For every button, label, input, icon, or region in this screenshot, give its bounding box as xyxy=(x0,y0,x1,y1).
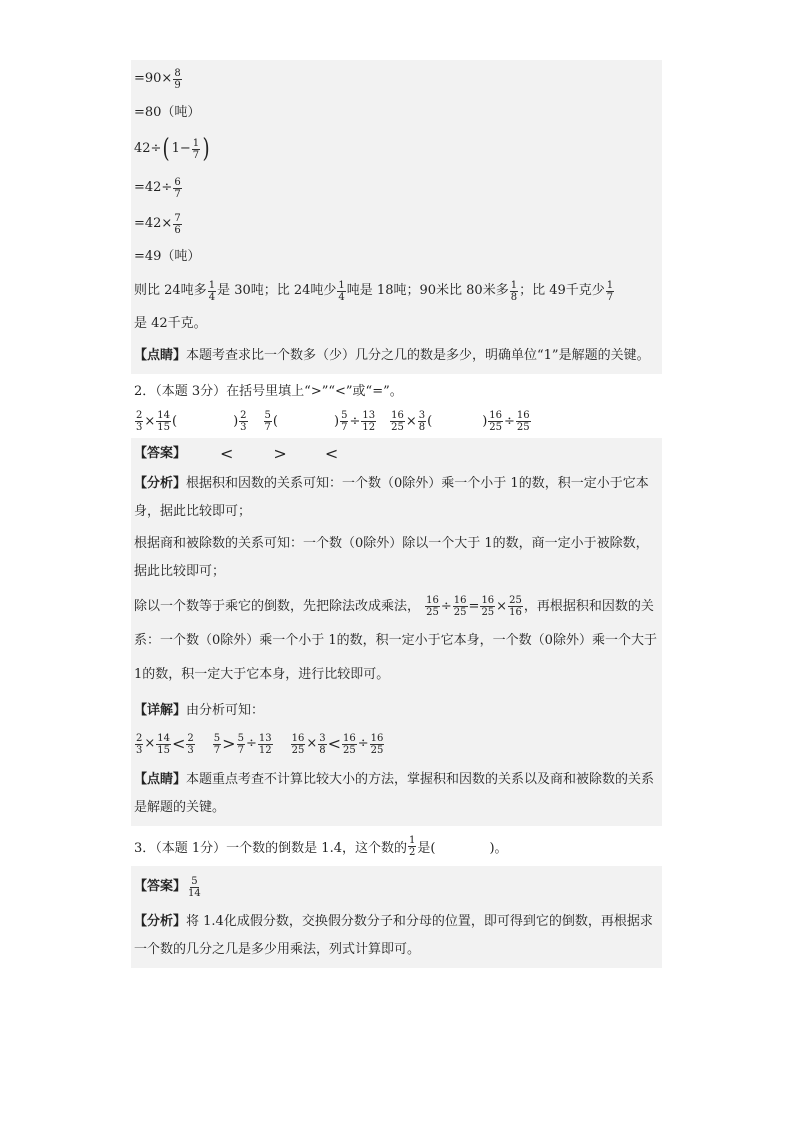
fraction xyxy=(264,410,272,433)
numerator: 14 xyxy=(157,732,171,744)
tip-paragraph xyxy=(134,338,658,374)
answer-symbol: > xyxy=(273,444,287,463)
denominator: 7 xyxy=(264,421,271,433)
analysis-paragraph: 除以一个数等于乘它的倒数，先把除法改成乘法， $\frac{16}{25}$ ÷ $\frac{16}{25}$ = $\frac{16}{25}$ × $\frac{25}{16}$ ，再根据积和因数的关系：一个数（0除外）乘一个小于 1的数，积一定小于它本身，一个数（0除外）乘一个大于 1的数，积一定大于它本身，进行比较即可。 xyxy=(134,595,657,682)
analysis-paragraph xyxy=(134,470,658,530)
tip-label: 【点睛】 xyxy=(134,772,187,787)
analysis-text: 根据商和被除数的关系可知：一个数（0除外）除以一个大于 1的数，商一定小于被除数，据此比较即可； xyxy=(134,536,649,579)
answer-label: 【答案】 xyxy=(134,879,187,894)
analysis-paragraph xyxy=(134,530,658,590)
summary-text: ；比 49千克少 xyxy=(519,283,605,298)
calc-text: 1− xyxy=(171,141,191,156)
calc-line xyxy=(134,242,658,272)
analysis-text: ，再根据积和因数的关系：一个数（0除外）乘一个小于 1的数，积一定小于它本身，一个数（0除外）乘一个大于 1的数，积一定大于它本身，进行比较即可。 xyxy=(134,599,657,682)
numerator: 2 xyxy=(136,409,143,421)
fraction xyxy=(361,410,376,433)
denominator: 3 xyxy=(136,744,143,756)
fraction xyxy=(135,410,143,433)
denominator: 15 xyxy=(157,744,171,756)
comparison-symbol: < xyxy=(172,734,186,753)
numerator: 16 xyxy=(291,732,305,744)
denominator: 25 xyxy=(343,744,356,756)
question-title-text: 2．（本题 3分）在括号里填上“>”“<”或“=”。 xyxy=(134,383,403,399)
numerator: 3 xyxy=(418,409,426,421)
operator: ÷ xyxy=(504,413,515,429)
tip-label: 【点睛】 xyxy=(134,348,187,363)
fraction xyxy=(480,595,495,618)
tip-text: 本题重点考查不计算比较大小的方法，掌握积和因数的关系以及商和被除数的关系是解题的关键。 xyxy=(134,772,655,815)
numerator: 1 xyxy=(606,279,614,291)
operator: ÷ xyxy=(357,736,369,751)
denominator: 16 xyxy=(509,607,522,618)
analysis-text: 除以一个数等于乘它的倒数，先把除法改成乘法， xyxy=(134,599,421,614)
fraction xyxy=(237,733,245,756)
summary-line xyxy=(134,310,658,338)
tip-paragraph xyxy=(134,762,658,826)
calc-line xyxy=(134,206,658,242)
fraction xyxy=(516,410,531,433)
numerator: 13 xyxy=(258,732,272,744)
fraction xyxy=(258,733,273,756)
numerator: 1 xyxy=(510,279,518,291)
fraction xyxy=(453,595,468,618)
denominator: 14 xyxy=(188,887,201,899)
solution-block-q2 xyxy=(131,438,662,826)
analysis-text: 根据积和因数的关系可知：一个数（0除外）乘一个小于 1的数，积一定小于它本身，据此比较即可； xyxy=(134,476,649,519)
calc-text: =42× xyxy=(134,216,173,231)
fraction xyxy=(337,280,345,303)
numerator: 7 xyxy=(174,212,181,224)
denominator: 12 xyxy=(258,744,272,756)
summary-text: 是 42千克。 xyxy=(134,316,207,331)
numerator: 3 xyxy=(319,732,326,744)
detail-text: 由分析可知： xyxy=(186,703,265,718)
summary-text: 是 30吨；比 24吨少 xyxy=(217,283,337,298)
fraction xyxy=(370,733,385,756)
numerator: 5 xyxy=(191,875,198,887)
tip-text: 本题考查求比一个数多（少）几分之几的数是多少，明确单位“1”是解题的关键。 xyxy=(186,348,650,363)
numerator: 1 xyxy=(408,834,416,846)
right-paren-icon: ) xyxy=(202,134,210,164)
numerator: 16 xyxy=(453,595,467,606)
calc-line xyxy=(134,128,658,170)
denominator: 12 xyxy=(362,421,376,433)
numerator: 16 xyxy=(370,732,384,744)
operator: × xyxy=(144,413,156,429)
denominator: 3 xyxy=(187,744,194,756)
denominator: 25 xyxy=(516,421,530,433)
denominator: 8 xyxy=(418,421,426,433)
numerator: 16 xyxy=(481,595,495,606)
calc-text: 42÷ xyxy=(134,141,162,156)
denominator: 3 xyxy=(240,421,247,433)
denominator: 15 xyxy=(157,421,171,433)
fraction xyxy=(186,733,194,756)
fraction xyxy=(173,177,181,200)
solution-block-q1 xyxy=(131,60,662,374)
denominator: 6 xyxy=(174,224,181,236)
numerator: 8 xyxy=(174,67,181,79)
calc-line xyxy=(134,60,658,98)
fraction xyxy=(318,733,326,756)
question-title xyxy=(131,374,662,404)
summary-line xyxy=(134,272,658,310)
denominator: 8 xyxy=(510,291,518,303)
numerator: 1 xyxy=(208,279,216,291)
fraction xyxy=(213,733,221,756)
left-paren-icon: ( xyxy=(162,134,171,164)
answer-line xyxy=(134,438,658,470)
question-title-text: 是( xyxy=(417,840,436,856)
operator: ÷ xyxy=(245,736,257,751)
answer-blank-close: ) xyxy=(334,413,340,429)
fraction xyxy=(208,280,216,303)
analysis-text: 将 1.4化成假分数，交换假分数分子和分母的位置，即可得到它的倒数，再根据求一个数的几分之几是多少用乘法，列式计算即可。 xyxy=(134,914,653,957)
denominator: 7 xyxy=(237,744,244,756)
solution-block-q3 xyxy=(131,866,662,968)
fraction xyxy=(408,835,416,858)
fraction xyxy=(156,733,171,756)
numerator: 2 xyxy=(240,409,247,421)
numerator: 16 xyxy=(516,409,530,421)
denominator: 9 xyxy=(174,79,181,91)
answer-symbol: < xyxy=(220,444,234,463)
operator: × xyxy=(405,413,417,429)
fraction xyxy=(173,68,181,91)
answer-blank-open: ( xyxy=(172,413,178,429)
denominator: 7 xyxy=(174,188,181,200)
answer-blank-close: ) xyxy=(233,413,239,429)
question-title-text: )。 xyxy=(489,840,508,856)
fraction xyxy=(510,280,518,303)
summary-text: 则比 24吨多 xyxy=(134,283,207,298)
comparison-symbol: < xyxy=(327,734,342,753)
fraction xyxy=(192,138,200,161)
answer-symbol: < xyxy=(324,444,339,463)
numerator: 5 xyxy=(213,732,221,744)
numerator: 16 xyxy=(343,732,356,744)
fraction xyxy=(488,410,503,433)
fraction xyxy=(340,410,348,433)
fraction xyxy=(425,595,440,618)
operator: ÷ xyxy=(349,413,361,429)
fraction xyxy=(508,595,523,618)
fraction xyxy=(239,410,247,433)
question-expressions xyxy=(131,404,662,438)
document-page xyxy=(131,60,662,968)
fraction xyxy=(135,733,143,756)
denominator: 25 xyxy=(370,744,384,756)
comparison-symbol: > xyxy=(222,734,236,753)
numerator: 16 xyxy=(426,595,439,606)
fraction xyxy=(342,733,357,756)
numerator: 1 xyxy=(192,137,200,149)
analysis-label: 【分析】 xyxy=(134,476,187,491)
numerator: 14 xyxy=(157,409,171,421)
answer-line xyxy=(134,866,658,908)
denominator: 3 xyxy=(136,421,143,433)
denominator: 4 xyxy=(208,291,216,303)
calc-line xyxy=(134,170,658,206)
denominator: 25 xyxy=(391,421,404,433)
denominator: 25 xyxy=(453,607,467,618)
detail-line xyxy=(134,696,658,726)
analysis-paragraph xyxy=(134,908,658,968)
calc-text: =80（吨） xyxy=(134,105,201,120)
operator: × xyxy=(306,736,318,751)
detail-expressions xyxy=(134,726,658,762)
numerator: 2 xyxy=(187,732,194,744)
denominator: 4 xyxy=(338,291,345,303)
question-3-title xyxy=(131,826,662,866)
denominator: 7 xyxy=(213,744,221,756)
numerator: 5 xyxy=(341,409,348,421)
denominator: 7 xyxy=(192,149,200,161)
numerator: 2 xyxy=(136,732,143,744)
calc-line xyxy=(134,98,658,128)
calc-text: =49（吨） xyxy=(134,249,201,264)
numerator: 25 xyxy=(509,595,522,606)
numerator: 6 xyxy=(174,176,181,188)
fraction xyxy=(173,213,181,236)
fraction xyxy=(187,876,202,899)
denominator: 25 xyxy=(489,421,502,433)
answer-blank-close: ) xyxy=(482,413,488,429)
question-title-text: 3．（本题 1分）一个数的倒数是 1.4，这个数的 xyxy=(134,840,407,856)
fraction xyxy=(390,410,405,433)
fraction xyxy=(606,280,614,303)
answer-blank-open: ( xyxy=(272,413,278,429)
denominator: 7 xyxy=(606,291,614,303)
numerator: 13 xyxy=(362,409,376,421)
numerator: 5 xyxy=(264,409,271,421)
analysis-label: 【分析】 xyxy=(134,914,187,929)
detail-label: 【详解】 xyxy=(134,703,187,718)
fraction xyxy=(156,410,171,433)
calc-text: =90× xyxy=(134,71,173,86)
calc-text: =42÷ xyxy=(134,180,173,195)
denominator: 25 xyxy=(291,744,305,756)
answer-label: 【答案】 xyxy=(134,446,187,461)
fraction xyxy=(418,410,426,433)
summary-text: 吨是 18吨；90米比 80米多 xyxy=(346,283,509,298)
numerator: 1 xyxy=(338,279,345,291)
denominator: 2 xyxy=(408,846,416,858)
denominator: 7 xyxy=(341,421,348,433)
fraction xyxy=(291,733,306,756)
numerator: 16 xyxy=(489,409,502,421)
numerator: 5 xyxy=(237,732,244,744)
denominator: 25 xyxy=(481,607,495,618)
operator: × xyxy=(144,736,156,751)
numerator: 16 xyxy=(391,409,404,421)
denominator: 25 xyxy=(426,607,439,618)
answer-blank-open: ( xyxy=(427,413,433,429)
denominator: 8 xyxy=(319,744,326,756)
question-2 xyxy=(131,374,662,438)
